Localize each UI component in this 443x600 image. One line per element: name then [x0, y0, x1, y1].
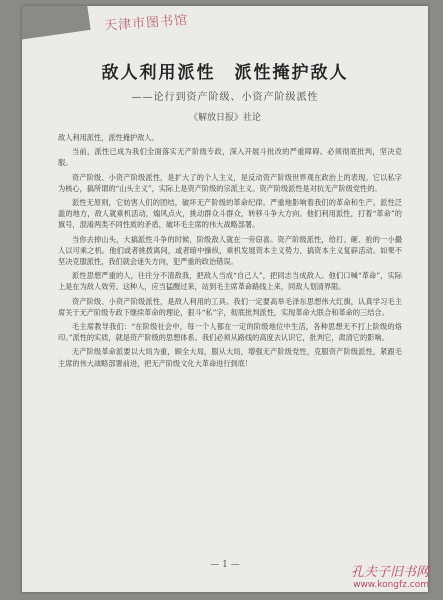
- paragraph: 资产阶级、小资产阶级派性，是扩大了的个人主义，是反动资产阶级世界观在政治上的表现。它以私字为核心，搞所谓的“山头主义”，实际上是资产阶级的宗派主义。资产阶级派性是对抗无产阶级党性的。: [58, 172, 402, 193]
- source-attribution: 《解放日报》社论: [188, 113, 261, 123]
- paragraph: 资产阶级、小资产阶级派性，是敌人利用的工具。我们一定要高举毛泽东思想伟大红旗，认真学习毛主席关于无产阶级专政下继续革命的理论，狠斗“私”字，彻底批判派性，实现革命大联合和革命的三结合。: [58, 296, 402, 317]
- paragraph: 毛主席教导我们：“在阶级社会中，每一个人都在一定的阶级地位中生活，各种思想无不打上阶级的烙印。”派性的实质，就是资产阶级的思想体系。我们必须从路线的高度去认识它，批判它，肃清它的影响。: [58, 322, 402, 343]
- site-watermark: [351, 561, 429, 590]
- page-subtitle: ——论行到资产阶级、小资产阶级派性: [131, 92, 319, 103]
- paragraph: 派性思想严重的人，往往分不清敌我，把敌人当成“自己人”，把同志当成敌人。他们口喊“革命”，实际上是在为敌人效劳。这种人，应当猛醒过来，站到毛主席革命路线上来，同敌人划清界限。: [58, 271, 402, 292]
- paragraph: 派性无原则，它妨害人们的团结，破坏无产阶级的革命纪律。严重地影响着我们的革命和生产。派性泛滥的地方，敌人就乘机活动，煽风点火，挑动群众斗群众，转移斗争大方向。他们利用派性，打着“革命”的旗号，混淆两类不同性质的矛盾，破坏毛主席的伟大战略部署。: [58, 198, 402, 230]
- watermark-text: 孔夫子旧书网: [350, 565, 429, 580]
- paragraph: 当前，派性已成为我们全面落实无产阶级专政，深入开展斗批改的严重障碍。必须彻底批判，坚决克服。: [58, 147, 402, 168]
- document-page: [22, 6, 428, 592]
- article-body: [58, 132, 402, 372]
- paragraph: 当你去掉山头，大搞派性斗争的时候，阶级敌人就在一旁窃喜。资产阶级派性，给打、砸、抢的一小撮人以可乘之机。他们或者挑拨离间，或者暗中操纵，乘机发展资本主义势力，搞资本主义复辟活动。如果不坚决克服派性，我们就会迷失方向，犯严重的政治错误。: [58, 234, 402, 267]
- page-title: 敌人利用派性 派性掩护敌人: [101, 63, 349, 83]
- paragraph: 敌人利用派性，派性掩护敌人。: [58, 133, 159, 142]
- paragraph: 无产阶级革命派要以大局为重，顾全大局，服从大局，增强无产阶级党性，克服资产阶级派性，紧跟毛主席的伟大战略部署前进，把无产阶级文化大革命进行到底！: [58, 347, 402, 368]
- page-number: — 1 —: [210, 560, 240, 570]
- watermark-url: www.kongfz.com: [353, 580, 429, 590]
- library-stamp: 天津市图书馆: [103, 13, 189, 34]
